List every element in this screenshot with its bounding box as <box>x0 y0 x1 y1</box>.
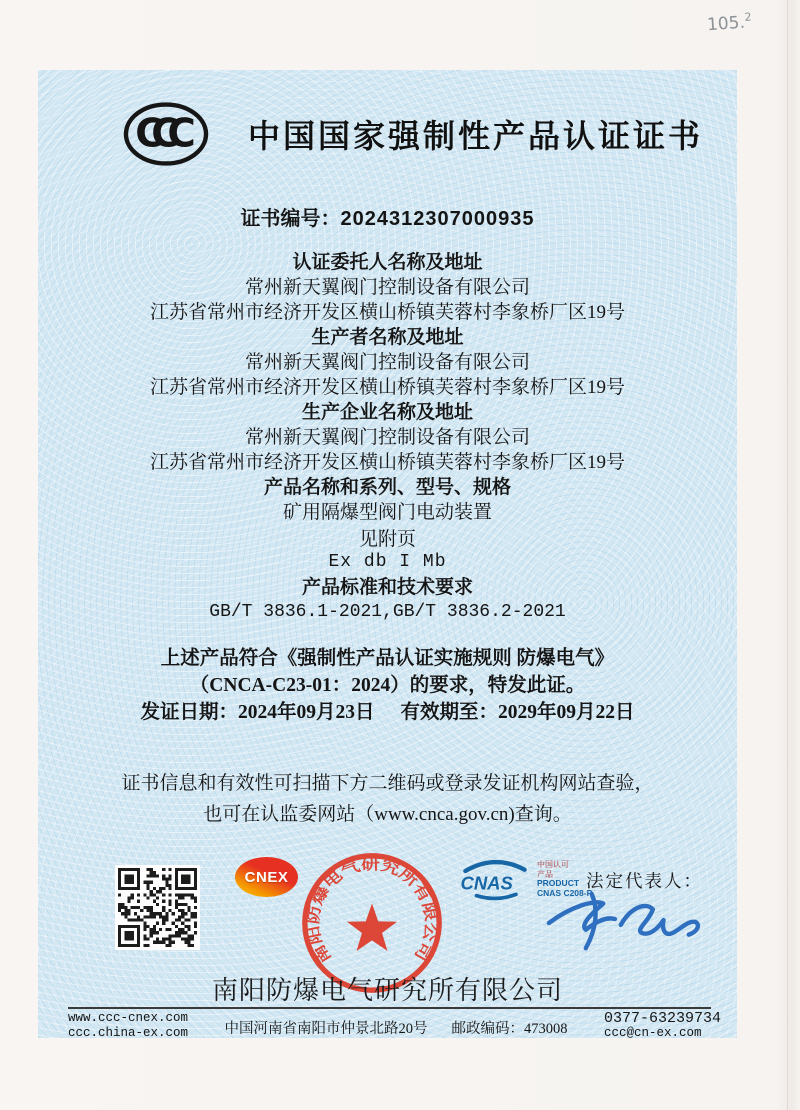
qr-finder-top-left <box>118 868 140 890</box>
certificate-paper <box>38 70 737 1038</box>
dates-line <box>38 699 737 726</box>
annotation-text: 105. <box>706 12 746 36</box>
issue-date-value: 2024年09月23日 <box>237 702 375 723</box>
applicant-address: 江苏省常州市经济开发区横山桥镇芙蓉村李象桥厂区19号 <box>149 302 625 323</box>
footer-address: 中国河南省南阳市仲景北路20号 <box>224 1021 428 1037</box>
applicant-heading: 认证委托人名称及地址 <box>292 252 483 273</box>
certificate-header <box>38 100 737 168</box>
factory-heading: 生产企业名称及地址 <box>301 402 473 423</box>
statement-line-2: （CNCA-C23-01：2024）的要求，特发此证。 <box>189 675 586 696</box>
verification-line-1: 证书信息和有效性可扫描下方二维码或登录发证机构网站查验， <box>121 773 654 794</box>
compliance-statement <box>38 645 737 726</box>
qr-code <box>115 865 200 950</box>
verification-line-2: 也可在认监委网站（www.cnca.gov.cn)查询。 <box>203 804 572 825</box>
footer <box>68 1011 721 1041</box>
footer-email: ccc@cn-ex.com <box>603 1026 702 1040</box>
svg-text:CNAS: CNAS <box>460 872 513 894</box>
cnex-logo <box>235 857 298 897</box>
statement-line-1: 上述产品符合《强制性产品认证实施规则 防爆电气》 <box>160 648 615 669</box>
legal-representative-label: 法定代表人： <box>586 871 703 891</box>
standards-value: GB/T 3836.1-2021,GB/T 3836.2-2021 <box>209 602 566 622</box>
certificate-title: 中国国家强制性产品认证证书 <box>248 118 704 154</box>
certificate-number-line <box>38 202 737 231</box>
qr-finder-bottom-left <box>118 925 140 947</box>
footer-website-1: www.ccc-cnex.com <box>68 1011 189 1025</box>
svg-text:CCC: CCC <box>135 111 184 157</box>
ccc-logo-icon <box>122 100 210 168</box>
product-name: 矿用隔爆型阀门电动装置 <box>282 502 492 523</box>
standards-heading: 产品标准和技术要求 <box>301 577 473 598</box>
qr-finder-top-right <box>175 868 197 890</box>
footer-contacts <box>604 1011 721 1041</box>
producer-name: 常州新天翼阀门控制设备有限公司 <box>244 352 530 373</box>
certificate-number-value: 2024312307000935 <box>340 208 535 230</box>
cnas-cn-line2: 产品 <box>537 869 553 879</box>
footer-phone: 0377-63239734 <box>603 1010 721 1027</box>
footer-postcode-label: 邮政编码： <box>451 1021 524 1037</box>
valid-date-label: 有效期至： <box>400 702 499 723</box>
annotation-superscript: 2 <box>744 10 753 24</box>
footer-address-line <box>188 1011 604 1038</box>
cnas-logo-mark <box>458 856 532 902</box>
seal-circular-text: 南阳防爆电气研究所有限公司 <box>304 856 440 967</box>
producer-address: 江苏省常州市经济开发区横山桥镇芙蓉村李象桥厂区19号 <box>149 377 625 398</box>
certificate-number-label: 证书编号： <box>240 208 341 230</box>
handwritten-annotation <box>706 10 752 35</box>
footer-postcode-value: 473008 <box>524 1021 568 1037</box>
footer-websites <box>68 1011 188 1040</box>
producer-heading: 生产者名称及地址 <box>311 327 464 348</box>
factory-name: 常州新天翼阀门控制设备有限公司 <box>244 427 530 448</box>
legal-representative-signature <box>543 888 718 956</box>
cnas-en-line2: CNAS C208-P <box>537 887 593 898</box>
cnex-logo-label: CNEX <box>244 868 289 886</box>
footer-divider <box>68 1007 711 1009</box>
cnas-cn-line1: 中国认可 <box>537 860 569 869</box>
applicant-name: 常州新天翼阀门控制设备有限公司 <box>244 277 530 298</box>
footer-website-2: ccc.china-ex.com <box>68 1025 189 1040</box>
verification-note <box>38 768 737 830</box>
issue-date-label: 发证日期： <box>140 702 238 723</box>
issuer-company-name: 南阳防爆电气研究所有限公司 <box>211 975 563 1005</box>
see-attachment-note: 见附页 <box>358 529 416 550</box>
factory-address: 江苏省常州市经济开发区横山桥镇芙蓉村李象桥厂区19号 <box>149 452 625 473</box>
valid-date-value: 2029年09月22日 <box>498 702 635 723</box>
seal-star-icon <box>347 904 397 951</box>
ex-marking: Ex db I Mb <box>328 552 447 572</box>
scan-edge-line <box>787 0 788 1110</box>
product-heading: 产品名称和系列、型号、规格 <box>263 477 511 498</box>
cnas-en-line1: PRODUCT <box>537 878 580 888</box>
certificate-body <box>38 250 737 525</box>
